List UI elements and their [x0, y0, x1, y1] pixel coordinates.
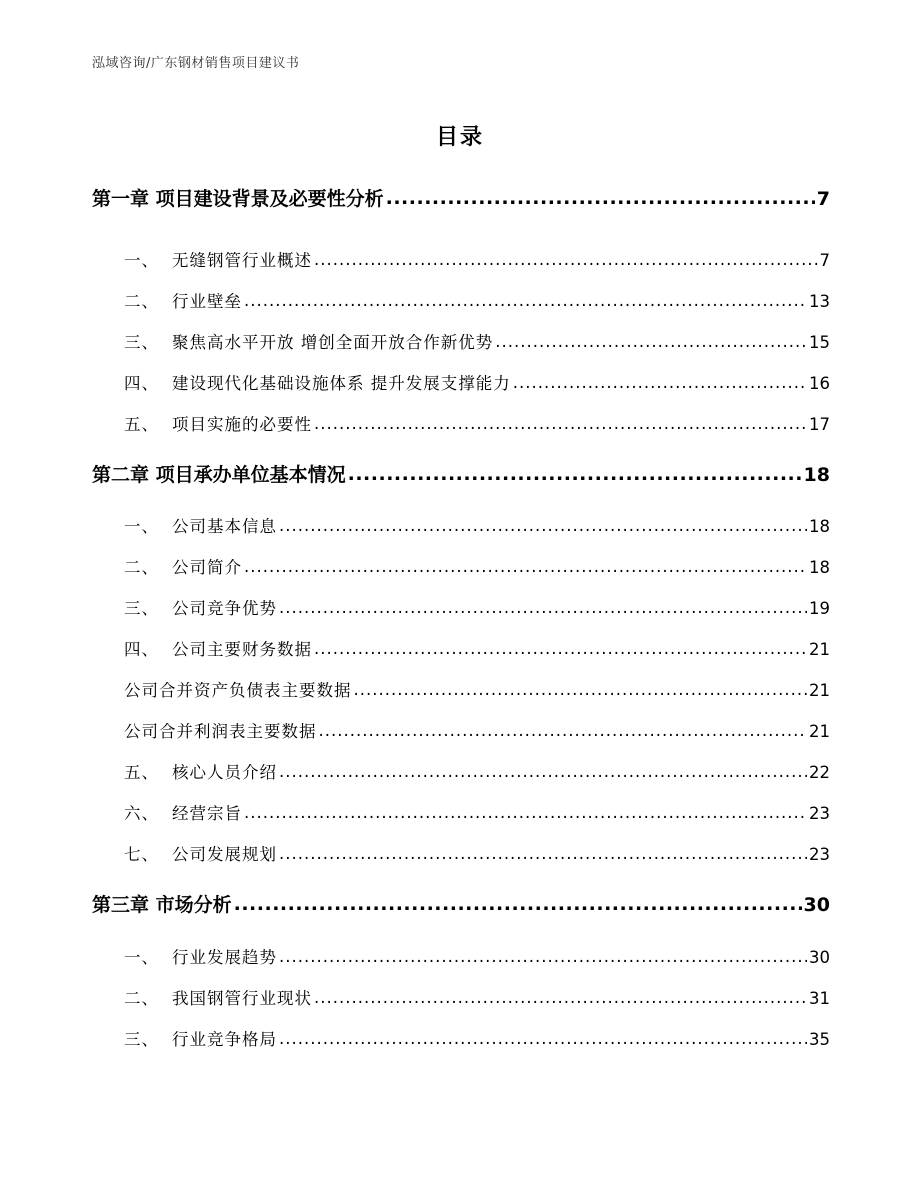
- toc-entry[interactable]: [124, 718, 830, 742]
- toc-label: 第二章 项目承办单位基本情况: [92, 464, 346, 486]
- dot-leader: [279, 762, 807, 781]
- toc-chapter-1[interactable]: [92, 184, 830, 211]
- toc-entry-number: 二、: [124, 292, 159, 311]
- toc-entry-number: 七、: [124, 845, 159, 864]
- toc-page-number: 22: [809, 763, 830, 782]
- toc-entry[interactable]: [124, 1026, 830, 1050]
- toc-label: 公司简介: [172, 558, 242, 577]
- toc-entry-number: 三、: [124, 599, 159, 618]
- toc-entry[interactable]: [124, 944, 830, 968]
- toc-page-number: 21: [809, 681, 830, 700]
- toc-entry-number: 二、: [124, 558, 159, 577]
- toc-entry[interactable]: [124, 636, 830, 660]
- dot-leader: [244, 803, 807, 822]
- toc-entry-number: 五、: [124, 763, 159, 782]
- toc-entry[interactable]: [124, 554, 830, 578]
- toc-page-number: 18: [809, 558, 830, 577]
- toc-entry-number: 二、: [124, 989, 159, 1008]
- toc-page-number: 30: [809, 948, 830, 967]
- toc-label: 公司合并利润表主要数据: [124, 722, 317, 741]
- toc-page-number: 13: [809, 292, 830, 311]
- toc-page-number: 21: [809, 640, 830, 659]
- running-header: 泓域咨询/广东钢材销售项目建议书: [92, 56, 300, 71]
- toc-entry-number: 五、: [124, 415, 159, 434]
- toc-label: 我国钢管行业现状: [172, 989, 312, 1008]
- toc-page-number: 23: [809, 804, 830, 823]
- dot-leader: [513, 373, 807, 392]
- toc-page-number: 19: [809, 599, 830, 618]
- toc-label: 核心人员介绍: [172, 763, 277, 782]
- toc-entry[interactable]: [124, 247, 830, 271]
- toc-entry-number: 三、: [124, 1030, 159, 1049]
- dot-leader: [314, 988, 807, 1007]
- toc-label: 无缝钢管行业概述: [172, 251, 312, 270]
- toc-entry[interactable]: [124, 370, 830, 394]
- toc-page-number: 18: [803, 464, 830, 486]
- toc-label: 项目实施的必要性: [172, 415, 312, 434]
- toc-entry[interactable]: [124, 411, 830, 435]
- toc-label: 公司发展规划: [172, 845, 277, 864]
- dot-leader: [279, 516, 807, 535]
- toc-label: 公司基本信息: [172, 517, 277, 536]
- toc-page-number: 16: [809, 374, 830, 393]
- toc-entry-number: 三、: [124, 333, 159, 352]
- toc-entry[interactable]: [124, 985, 830, 1009]
- dot-leader: [279, 844, 807, 863]
- toc-entry[interactable]: [124, 288, 830, 312]
- dot-leader: [314, 639, 807, 658]
- toc-label: 公司竞争优势: [172, 599, 277, 618]
- toc-label: 经营宗旨: [172, 804, 242, 823]
- toc-page-number: 7: [816, 188, 830, 210]
- toc-entry-number: 一、: [124, 251, 159, 270]
- dot-leader: [244, 557, 807, 576]
- toc-entry-number: 四、: [124, 374, 159, 393]
- dot-leader: [386, 187, 815, 209]
- toc-page-number: 18: [809, 517, 830, 536]
- dot-leader: [279, 598, 807, 617]
- dot-leader: [348, 463, 802, 485]
- toc-label: 第一章 项目建设背景及必要性分析: [92, 188, 384, 210]
- toc-page-number: 30: [803, 894, 830, 916]
- toc-title: 目录: [435, 125, 484, 150]
- toc-chapter-3[interactable]: [92, 890, 830, 917]
- toc-entry[interactable]: [124, 677, 830, 701]
- toc-page-number: 7: [819, 251, 830, 270]
- toc-entry[interactable]: [124, 841, 830, 865]
- toc-entry-number: 四、: [124, 640, 159, 659]
- dot-leader: [234, 893, 802, 915]
- dot-leader: [314, 250, 818, 269]
- toc-entry[interactable]: [124, 513, 830, 537]
- dot-leader: [319, 721, 808, 740]
- toc-page-number: 17: [809, 415, 830, 434]
- toc-chapter-2[interactable]: [92, 460, 830, 487]
- toc-page-number: 21: [809, 722, 830, 741]
- toc-entry[interactable]: [124, 759, 830, 783]
- toc-page-number: 23: [809, 845, 830, 864]
- toc-entry[interactable]: [124, 329, 830, 353]
- dot-leader: [244, 291, 807, 310]
- toc-label: 公司主要财务数据: [172, 640, 312, 659]
- toc-label: 行业发展趋势: [172, 948, 277, 967]
- dot-leader: [279, 947, 807, 966]
- toc-page-number: 31: [809, 989, 830, 1008]
- toc-page-number: 15: [809, 333, 830, 352]
- toc-label: 行业竞争格局: [172, 1030, 277, 1049]
- toc-entry-number: 一、: [124, 948, 159, 967]
- toc-entry-number: 六、: [124, 804, 159, 823]
- toc-label: 聚焦高水平开放 增创全面开放合作新优势: [172, 333, 494, 352]
- dot-leader: [279, 1029, 807, 1048]
- toc-label: 第三章 市场分析: [92, 894, 232, 916]
- toc-entry[interactable]: [124, 800, 830, 824]
- toc-label: 公司合并资产负债表主要数据: [124, 681, 352, 700]
- dot-leader: [495, 332, 807, 351]
- toc-label: 建设现代化基础设施体系 提升发展支撑能力: [172, 374, 511, 393]
- dot-leader: [314, 414, 807, 433]
- toc-page-number: 35: [809, 1030, 830, 1049]
- toc-entry-number: 一、: [124, 517, 159, 536]
- toc-entry[interactable]: [124, 595, 830, 619]
- dot-leader: [354, 680, 808, 699]
- toc-label: 行业壁垒: [172, 292, 242, 311]
